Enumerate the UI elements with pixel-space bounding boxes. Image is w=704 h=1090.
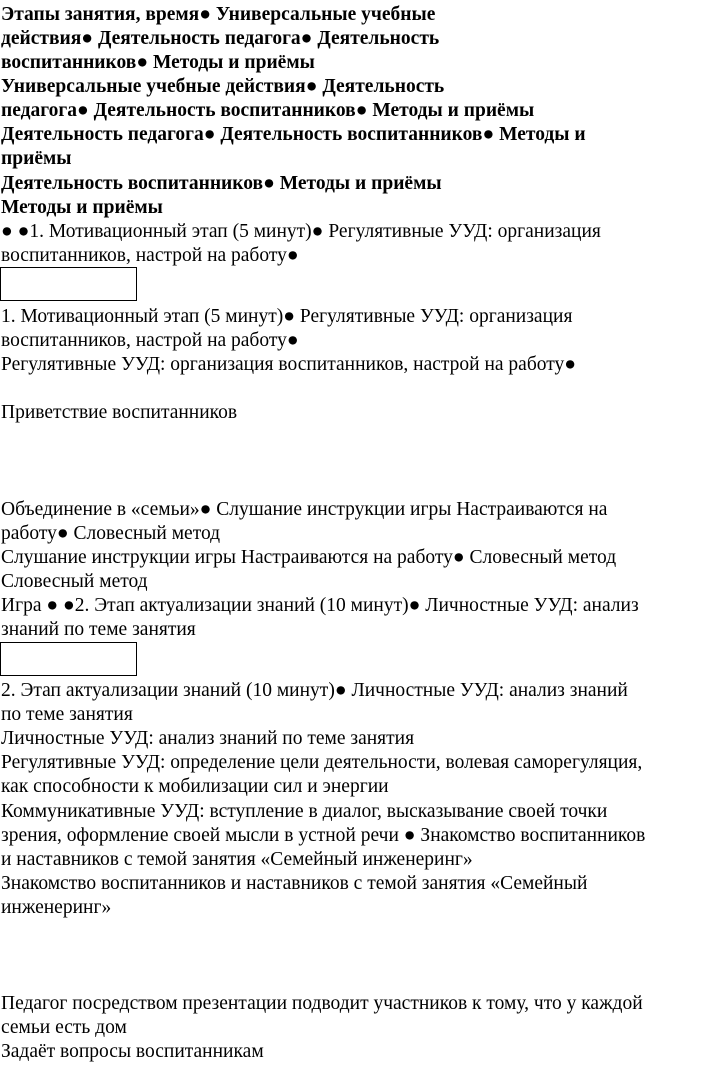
stage-2-line: инженеринг» <box>1 897 112 918</box>
stage-2-line: Знакомство воспитанников и наставников с темой занятия «Семейный <box>1 873 588 894</box>
header-line: педагога● Деятельность воспитанников● Методы и приёмы <box>1 100 535 121</box>
stage-1-line: ● ●1. Мотивационный этап (5 минут)● Регулятивные УУД: организация <box>1 221 601 242</box>
stage-2-line: по теме занятия <box>1 704 133 725</box>
empty-cell-box <box>0 642 137 676</box>
stage-2-line: Регулятивные УУД: определение цели деятельности, волевая саморегуляция, <box>1 752 643 773</box>
stage-2-line: зрения, оформление своей мысли в устной речи ● Знакомство воспитанников <box>1 825 646 846</box>
stage-2-line: и наставников с темой занятия «Семейный инженеринг» <box>1 849 473 870</box>
stage-1-line: воспитанников, настрой на работу● <box>1 245 299 266</box>
header-line: действия● Деятельность педагога● Деятельность <box>1 28 440 49</box>
stage-2-line: Личностные УУД: анализ знаний по теме занятия <box>1 728 415 749</box>
stage-2-line: как способности к мобилизации сил и энергии <box>1 776 389 797</box>
stage-1-line: 1. Мотивационный этап (5 минут)● Регулятивные УУД: организация <box>1 306 573 327</box>
header-line: Этапы занятия, время● Универсальные учебные <box>1 4 436 25</box>
stage-2-line: 2. Этап актуализации знаний (10 минут)● Личностные УУД: анализ знаний <box>1 680 628 701</box>
header-line: Методы и приёмы <box>1 197 163 218</box>
stage-1-line: Словесный метод <box>1 571 148 592</box>
header-line: Деятельность педагога● Деятельность воспитанников● Методы и <box>1 124 586 145</box>
stage-1-line: Регулятивные УУД: организация воспитанников, настрой на работу● <box>1 354 577 375</box>
stage-2-line: Задаёт вопросы воспитанникам <box>1 1041 264 1062</box>
header-line: Универсальные учебные действия● Деятельность <box>1 76 445 97</box>
stage-1-line: Приветствие воспитанников <box>1 402 238 423</box>
stage-2-line: семьи есть дом <box>1 1017 127 1038</box>
stage-1-line: знаний по теме занятия <box>1 619 196 640</box>
empty-cell-box <box>0 267 137 301</box>
stage-1-line: Игра ● ●2. Этап актуализации знаний (10 минут)● Личностные УУД: анализ <box>1 595 639 616</box>
header-line: приёмы <box>1 148 72 169</box>
stage-1-line: воспитанников, настрой на работу● <box>1 330 299 351</box>
stage-2-line: Педагог посредством презентации подводит участников к тому, что у каждой <box>1 993 643 1014</box>
stage-1-line: Объединение в «семьи»● Слушание инструкции игры Настраиваются на <box>1 499 608 520</box>
header-line: Деятельность воспитанников● Методы и приёмы <box>1 173 442 194</box>
stage-1-line: работу● Словесный метод <box>1 523 221 544</box>
stage-2-line: Коммуникативные УУД: вступление в диалог, высказывание своей точки <box>1 801 608 822</box>
header-line: воспитанников● Методы и приёмы <box>1 52 315 73</box>
stage-1-line: Слушание инструкции игры Настраиваются на работу● Словесный метод <box>1 547 617 568</box>
